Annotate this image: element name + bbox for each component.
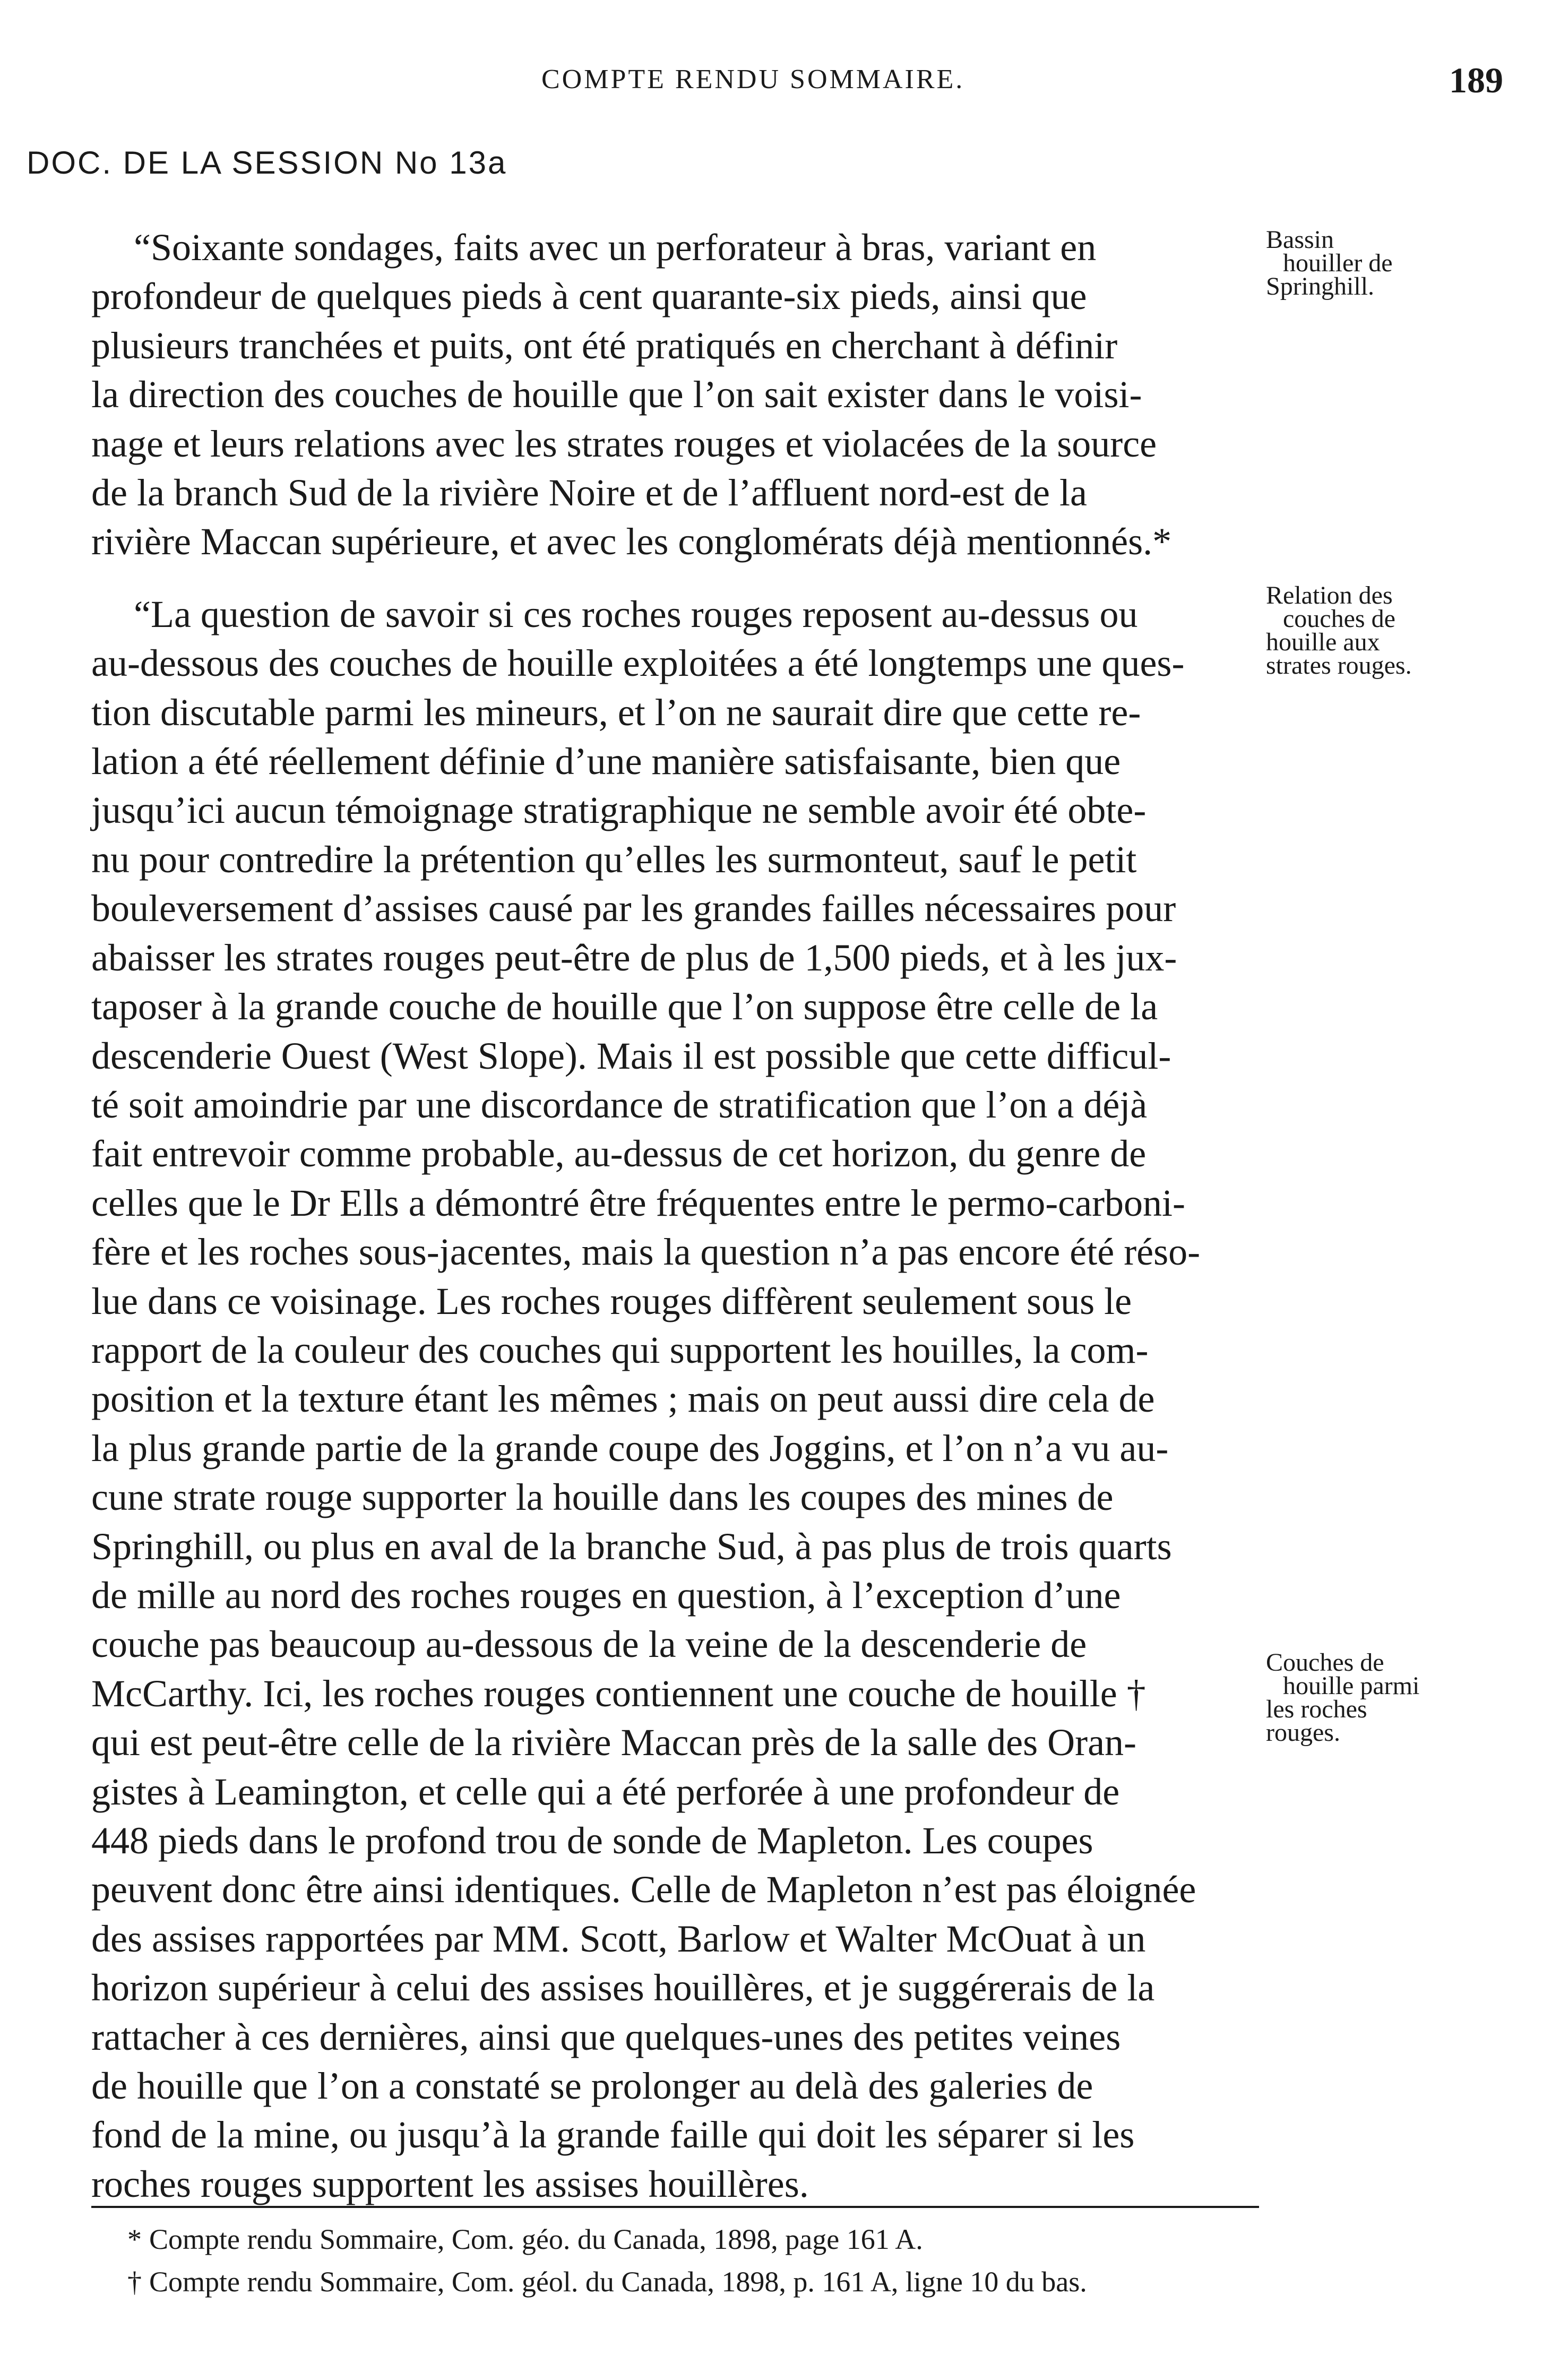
footnotes xyxy=(127,2218,1295,2303)
sidenote-couches-parmi-roches xyxy=(1266,1648,1468,1747)
footnote-divider xyxy=(91,2206,1259,2208)
running-title: COMPTE RENDU SOMMAIRE. xyxy=(541,64,965,94)
footnote-mark: * xyxy=(127,2223,142,2255)
footnote-text: Compte rendu Sommaire, Com. géol. du Canada, 1898, p. 161 A, ligne 10 du bas. xyxy=(149,2266,1087,2298)
sidenote-line: Bassin xyxy=(1266,226,1334,254)
sidenote-line: rouges. xyxy=(1266,1719,1340,1747)
sidenote-line: houiller de xyxy=(1283,249,1393,277)
paragraph-question-roches-rouges: “La question de savoir si ces roches rouges reposent au-dessus ou au-dessous des couches de houille exploitées a été longtemps une ques- tion discutable parmi les mineurs, et l’on ne saurait dire que cette re- lation a été réellement définie d’une manière satisfaisante, bien que jusqu’ici aucun témoignage stratigraphique ne semble avoir été obte- nu pour contredire la prétention qu’elles les surmonteut, sauf le petit bouleversement d’assises causé par les grandes failles nécessaires pour abaisser les strates rouges peut-être de plus de 1,500 pieds, et à les jux- taposer à la grande couche de houille que l’on suppose être celle de la descenderie Ouest (West Slope). Mais il est possible que cette difficul- té soit amoindrie par une discordance de stratification que l’on a déjà fait entrevoir comme probable, au-dessus de cet horizon, du genre de celles que le Dr Ells a démontré être fréquentes entre le permo-carboni- fère et les roches sous-jacentes, mais la question n’a pas encore été réso- lue dans ce voisinage. Les roches rouges diffèrent seulement sous le rapport de la couleur des couches qui supportent les houilles, la com- position et la texture étant les mêmes ; mais on peut aussi dire cela de la plus grande partie de la grande coupe des Joggins, et l’on n’a vu au- cune strate rouge supporter la houille dans les coupes des mines de Springhill, ou plus en aval de la branche Sud, à pas plus de trois quarts de mille au nord des roches rouges en question, à l’exception d’une couche pas beaucoup au-dessous de la veine de la descenderie de McCarthy. Ici, les roches rouges contiennent une couche de houille † qui est peut-être celle de la rivière Maccan près de la salle des Oran- gistes à Leamington, et celle qui a été perforée à une profondeur de 448 pieds dans le profond trou de sonde de Mapleton. Les coupes peuvent donc être ainsi identiques. Celle de Mapleton n’est pas éloignée des assises rapportées par MM. Scott, Barlow et Walter McOuat à un horizon supérieur à celui des assises houillères, et je suggérerais de la rattacher à ces dernières, ainsi que quelques-unes des petites veines de houille que l’on a constaté se prolonger au delà des galeries de fond de la mine, ou jusqu’à la grande faille qui doit les séparer si les roches rouges supportent les assises houillères. xyxy=(91,592,1201,2205)
sidenote-line: Couches de xyxy=(1266,1648,1384,1677)
sidenote-relation-couches xyxy=(1266,581,1468,680)
body-text xyxy=(91,223,1259,2209)
document-reference: DOC. DE LA SESSION No 13a xyxy=(27,145,507,181)
sidenote-line: les roches xyxy=(1266,1695,1367,1723)
sidenote-line: Relation des xyxy=(1266,581,1393,609)
sidenote-line: strates rouges. xyxy=(1266,651,1412,680)
footnote-mark: † xyxy=(127,2266,142,2298)
footnote-dagger xyxy=(127,2261,1295,2303)
page-number: 189 xyxy=(1449,60,1503,100)
sidenote-bassin-houiller xyxy=(1266,228,1468,298)
sidenote-line: Springhill. xyxy=(1266,272,1375,300)
paragraph-soixante-sondages: “Soixante sondages, faits avec un perforateur à bras, variant en profondeur de quelques pieds à cent quarante-six pieds, ainsi que plusieurs tranchées et puits, ont été pratiqués en cherchant à définir la direction des couches de houille que l’on sait exister dans le voisi- nage et leurs relations avec les strates rouges et violacées de la source de la branch Sud de la rivière Noire et de l’affluent nord-est de la rivière Maccan supérieure, et avec les conglomérats déjà mentionnés.* xyxy=(91,226,1172,563)
footnote-asterisk xyxy=(127,2218,1295,2261)
footnote-text: Compte rendu Sommaire, Com. géo. du Canada, 1898, page 161 A. xyxy=(149,2223,923,2255)
sidenote-line: houille parmi xyxy=(1283,1672,1420,1700)
sidenote-line: couches de xyxy=(1283,605,1395,633)
sidenote-line: houille aux xyxy=(1266,628,1380,656)
